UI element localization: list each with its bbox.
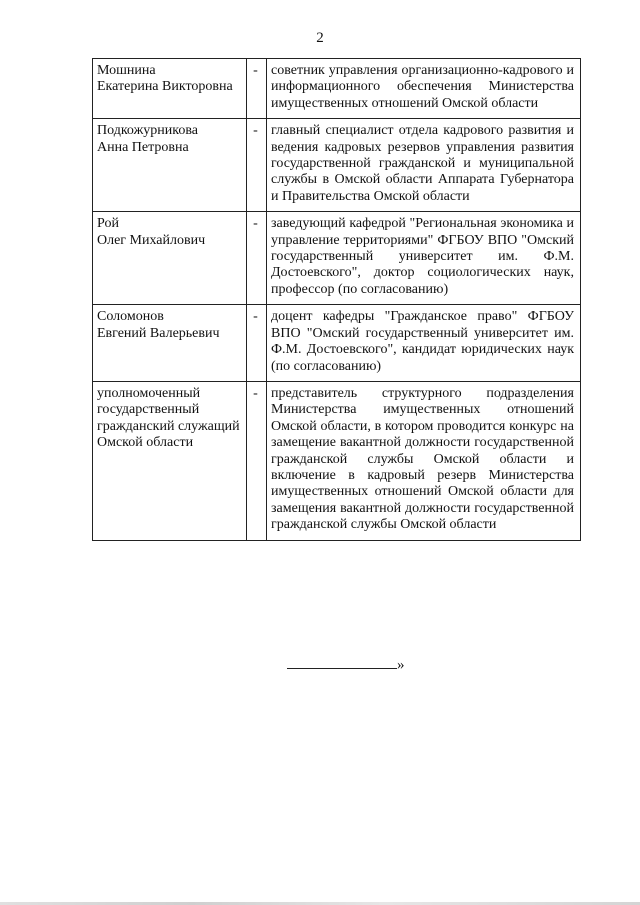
member-surname: Рой — [97, 216, 119, 232]
member-surname: Мошнина — [97, 63, 156, 78]
dash-separator: - — [247, 305, 267, 382]
member-name-cell — [93, 212, 247, 305]
page-number: 2 — [316, 30, 324, 46]
dash-separator: - — [247, 212, 267, 305]
dash-separator: - — [247, 381, 267, 540]
member-given-names: Олег Михайлович — [97, 232, 206, 248]
dash-separator: - — [247, 59, 267, 119]
commission-members-table — [92, 58, 581, 541]
member-name-cell — [93, 381, 247, 540]
member-role: советник управления организационно-кадрового и информационного обеспечения Министерства имущественных отношений Омской области — [267, 59, 581, 119]
closing-quote-mark: » — [397, 657, 405, 673]
table-row — [93, 212, 581, 305]
member-role: доцент кафедры "Гражданское право" ФГБОУ ВПО "Омский государственный университет им. Ф.М. Достоевского", кандидат юридических наук (по согласованию) — [267, 305, 581, 382]
member-role: главный специалист отдела кадрового развития и ведения кадровых резервов управления развития государственной гражданской и муниципальной службы в Омской области Аппарата Губернатора и Правительства Омской области — [267, 119, 581, 212]
table-row — [93, 59, 581, 119]
member-name-cell — [93, 305, 247, 382]
table-row — [93, 119, 581, 212]
member-position-title: уполномоченный государственный гражданский служащий Омской области — [97, 385, 240, 451]
member-name-cell — [93, 119, 247, 212]
member-role: представитель структурного подразделения Министерства имущественных отношений Омской области, в котором проводится конкурс на замещение вакантной должности государственной гражданской службы Омской области и включение в кадровый резерв Министерства имущественных отношений Омской области для замещения вакантной должности государственной гражданской службы Омской области — [267, 381, 581, 540]
dash-separator: - — [247, 119, 267, 212]
member-surname: Соломонов — [97, 309, 164, 325]
member-surname: Подкожурникова — [97, 123, 198, 139]
member-given-names: Евгений Валерьевич — [97, 325, 220, 341]
member-given-names: Анна Петровна — [97, 139, 189, 155]
table-row — [93, 305, 581, 382]
member-given-names: Екатерина Викторовна — [97, 79, 233, 95]
closing-line — [287, 655, 407, 674]
table-row — [93, 381, 581, 540]
member-role: заведующий кафедрой "Региональная экономика и управление территориями" ФГБОУ ВПО "Омский государственный университет им. Ф.М. Достоевского", доктор социологических наук, профессор (по согласованию) — [267, 212, 581, 305]
signature-rule — [287, 655, 397, 669]
member-name-cell — [93, 59, 247, 119]
